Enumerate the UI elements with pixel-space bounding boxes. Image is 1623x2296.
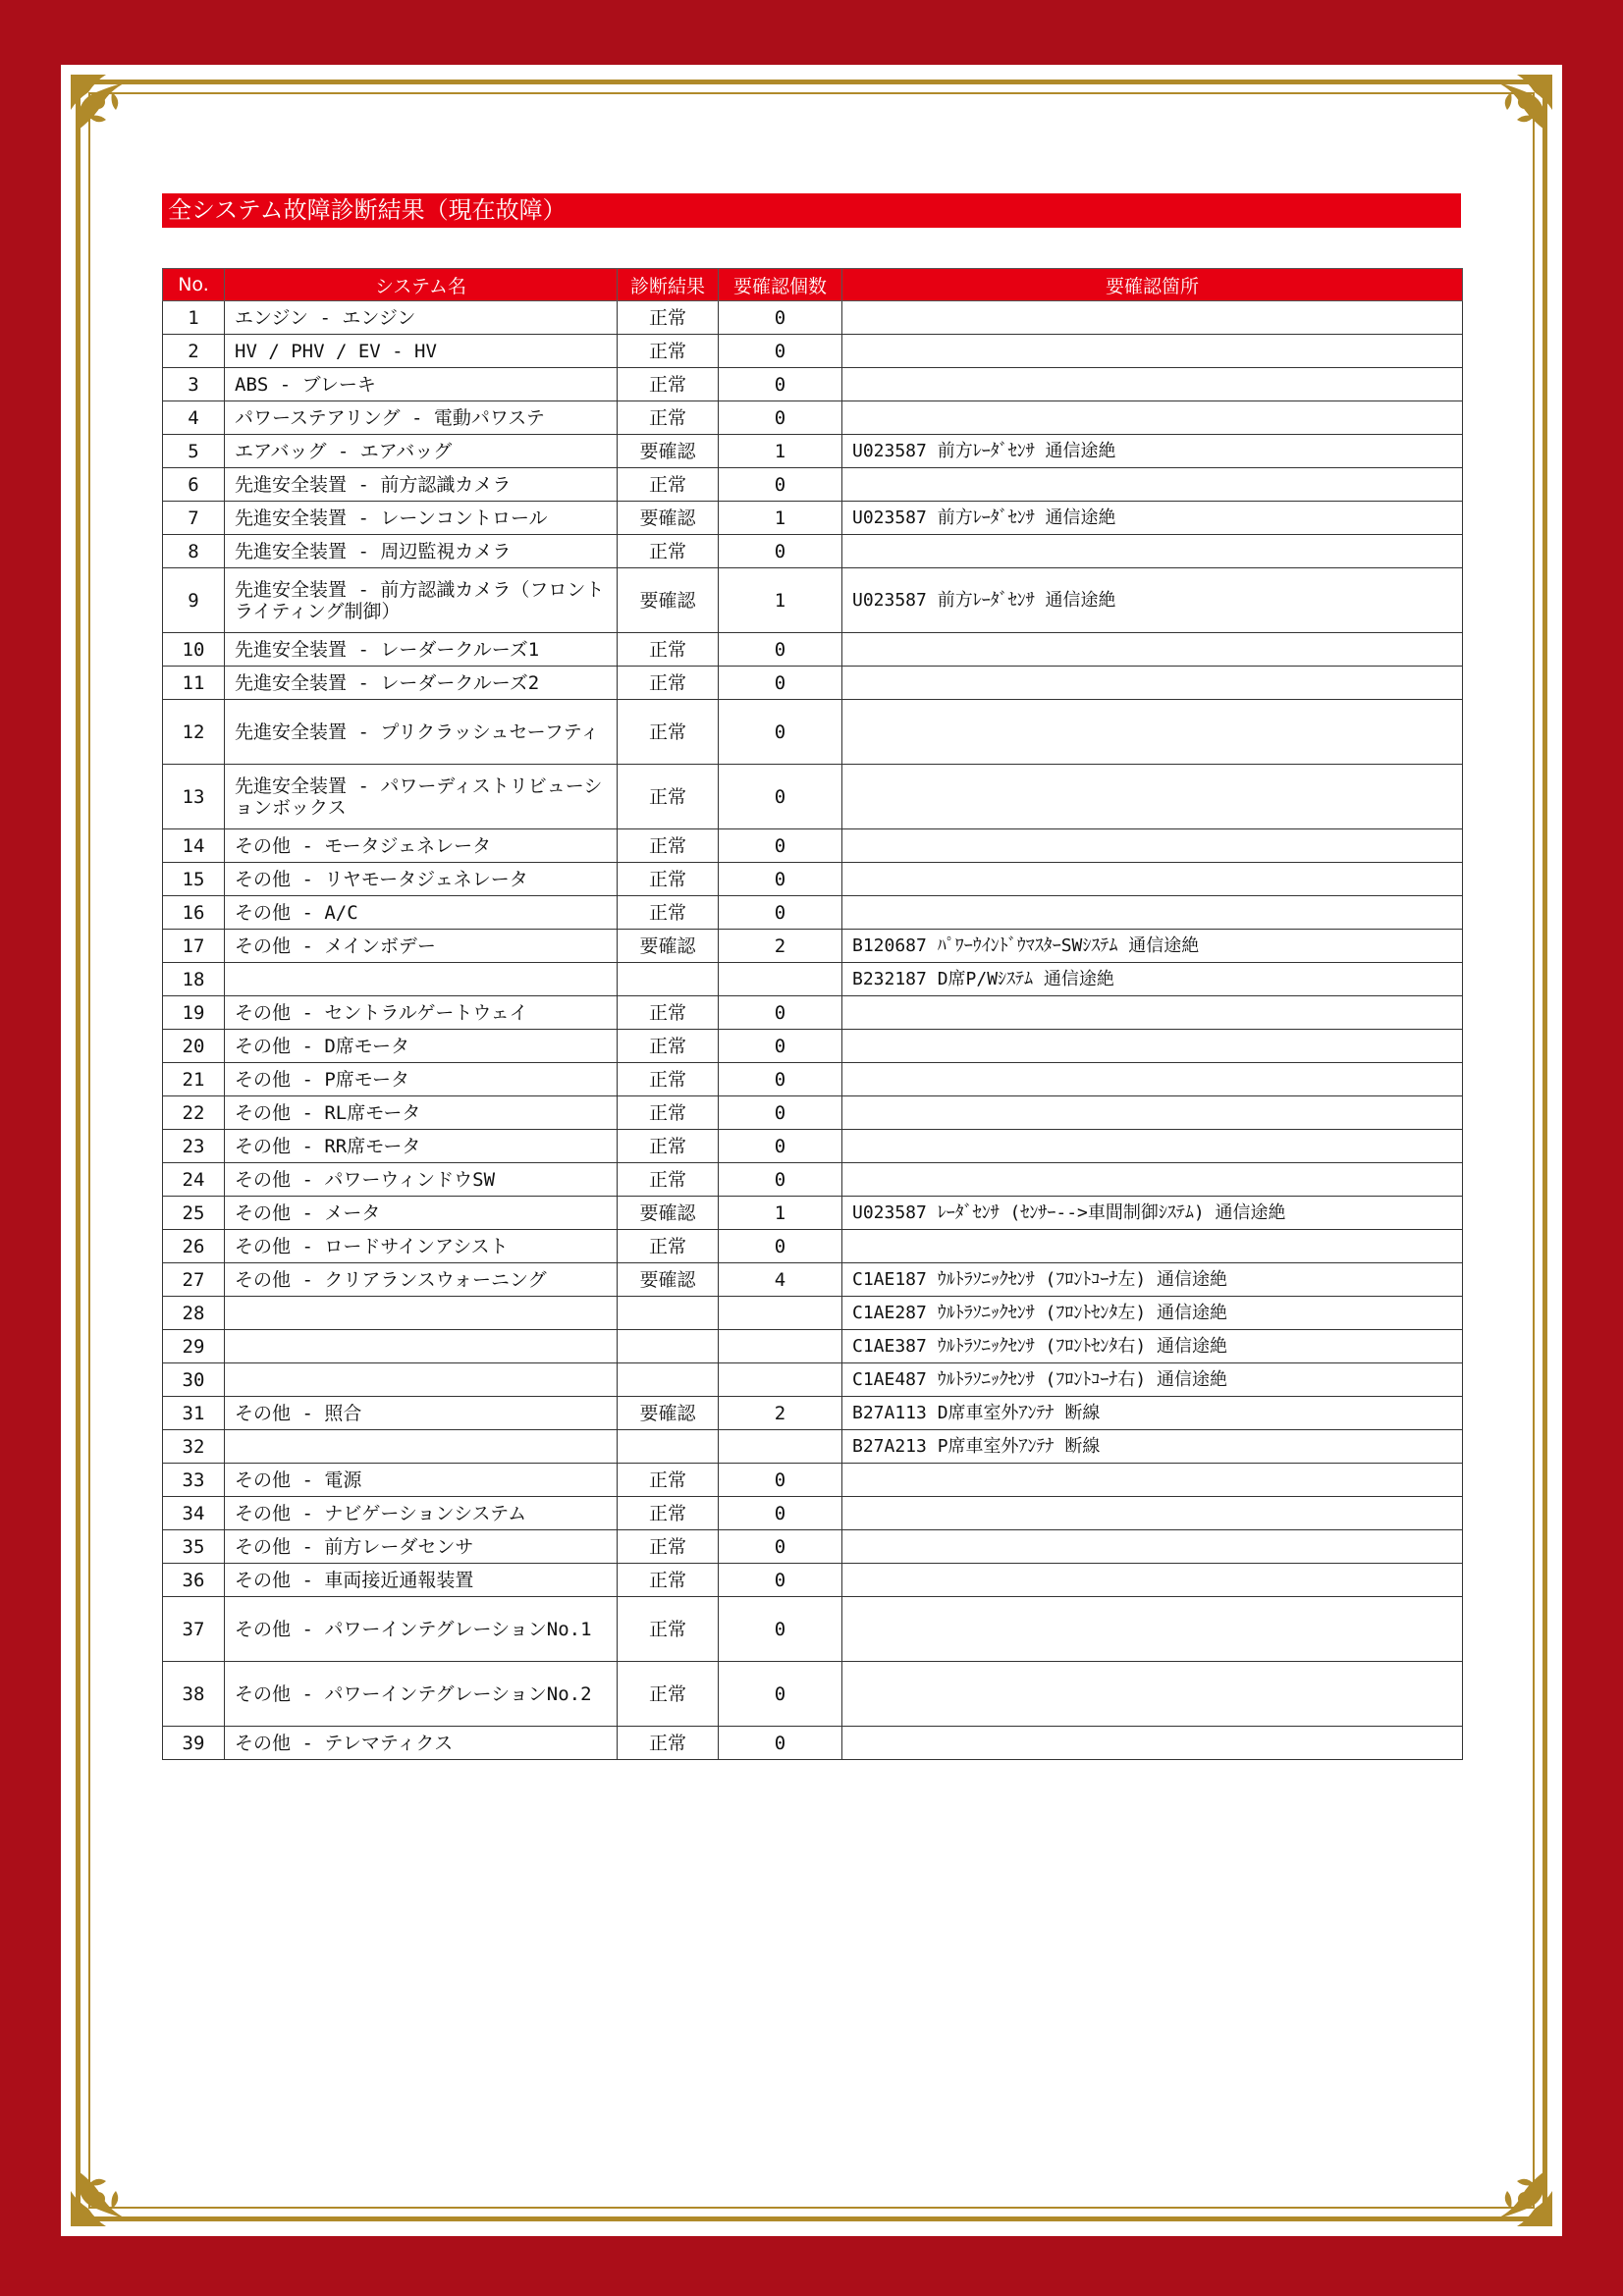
ornament-corner-icon	[67, 71, 151, 155]
cell-result: 正常	[618, 1230, 719, 1263]
cell-result: 正常	[618, 896, 719, 930]
cell-count	[719, 963, 842, 996]
cell-count	[719, 1363, 842, 1397]
cell-no: 31	[163, 1397, 225, 1430]
cell-no: 35	[163, 1530, 225, 1564]
cell-result: 正常	[618, 633, 719, 667]
cell-count: 0	[719, 996, 842, 1030]
table-body	[163, 301, 1463, 1760]
cell-no: 24	[163, 1163, 225, 1197]
cell-location	[842, 1564, 1463, 1597]
table-row	[163, 996, 1463, 1030]
cell-system: その他 - リヤモータジェネレータ	[225, 863, 618, 896]
cell-location	[842, 1230, 1463, 1263]
cell-system: その他 - クリアランスウォーニング	[225, 1263, 618, 1297]
cell-no: 5	[163, 435, 225, 468]
table-row	[163, 1263, 1463, 1297]
cell-system	[225, 963, 618, 996]
table-row	[163, 301, 1463, 335]
cell-count: 0	[719, 896, 842, 930]
cell-count: 0	[719, 1564, 842, 1597]
table-row	[163, 502, 1463, 535]
cell-no: 17	[163, 930, 225, 963]
cell-result: 正常	[618, 468, 719, 502]
cell-system: その他 - ナビゲーションシステム	[225, 1497, 618, 1530]
report-page	[61, 65, 1562, 2236]
cell-system: 先進安全装置 - プリクラッシュセーフティ	[225, 700, 618, 765]
cell-location	[842, 963, 1463, 996]
cell-location	[842, 435, 1463, 468]
table-row	[163, 930, 1463, 963]
cell-result: 要確認	[618, 1263, 719, 1297]
table-row	[163, 335, 1463, 368]
cell-no: 2	[163, 335, 225, 368]
cell-count: 0	[719, 863, 842, 896]
cell-count: 0	[719, 1163, 842, 1197]
cell-no: 9	[163, 568, 225, 633]
location-text: U023587 前方ﾚｰﾀﾞｾﾝｻ 通信途絶	[852, 440, 1116, 461]
cell-result: 正常	[618, 535, 719, 568]
cell-result: 正常	[618, 301, 719, 335]
cell-no: 11	[163, 667, 225, 700]
cell-result: 正常	[618, 1530, 719, 1564]
cell-no: 21	[163, 1063, 225, 1096]
cell-no: 7	[163, 502, 225, 535]
cell-location	[842, 1063, 1463, 1096]
cell-system: その他 - パワーインテグレーションNo.2	[225, 1662, 618, 1727]
table-row	[163, 963, 1463, 996]
cell-system: その他 - RL席モータ	[225, 1096, 618, 1130]
header-no: No.	[163, 269, 225, 301]
location-text: B232187 D席P/Wｼｽﾃﾑ 通信途絶	[852, 968, 1114, 989]
cell-location	[842, 667, 1463, 700]
cell-no: 1	[163, 301, 225, 335]
cell-no: 27	[163, 1263, 225, 1297]
ornament-corner-icon	[1472, 2146, 1556, 2230]
cell-no: 13	[163, 765, 225, 829]
cell-no: 3	[163, 368, 225, 401]
table-row	[163, 1530, 1463, 1564]
cell-system: 先進安全装置 - レーダークルーズ2	[225, 667, 618, 700]
table-row	[163, 1230, 1463, 1263]
table-row	[163, 1096, 1463, 1130]
cell-result: 正常	[618, 1096, 719, 1130]
cell-no: 26	[163, 1230, 225, 1263]
cell-system	[225, 1297, 618, 1330]
cell-location	[842, 1163, 1463, 1197]
cell-system	[225, 1430, 618, 1464]
cell-location	[842, 1530, 1463, 1564]
cell-result: 正常	[618, 765, 719, 829]
table-row	[163, 1330, 1463, 1363]
cell-count: 0	[719, 1597, 842, 1662]
cell-location	[842, 335, 1463, 368]
cell-location	[842, 1096, 1463, 1130]
cell-no: 25	[163, 1197, 225, 1230]
cell-location	[842, 1363, 1463, 1397]
cell-result: 正常	[618, 1597, 719, 1662]
cell-count: 1	[719, 435, 842, 468]
cell-count: 0	[719, 1497, 842, 1530]
table-row	[163, 535, 1463, 568]
table-row	[163, 1397, 1463, 1430]
cell-count	[719, 1297, 842, 1330]
cell-result: 正常	[618, 1564, 719, 1597]
cell-result: 正常	[618, 1727, 719, 1760]
cell-no: 33	[163, 1464, 225, 1497]
cell-no: 22	[163, 1096, 225, 1130]
cell-system: その他 - メータ	[225, 1197, 618, 1230]
table-row	[163, 667, 1463, 700]
table-row	[163, 1163, 1463, 1197]
cell-result	[618, 1330, 719, 1363]
cell-result	[618, 963, 719, 996]
cell-count: 0	[719, 468, 842, 502]
report-title: 全システム故障診断結果（現在故障）	[162, 193, 1461, 228]
cell-count: 0	[719, 700, 842, 765]
cell-system: 先進安全装置 - レーダークルーズ1	[225, 633, 618, 667]
table-row	[163, 1430, 1463, 1464]
table-row	[163, 401, 1463, 435]
table-row	[163, 568, 1463, 633]
cell-no: 29	[163, 1330, 225, 1363]
cell-result	[618, 1430, 719, 1464]
cell-location	[842, 765, 1463, 829]
cell-no: 37	[163, 1597, 225, 1662]
cell-result: 正常	[618, 368, 719, 401]
cell-location	[842, 1263, 1463, 1297]
header-location: 要確認箇所	[842, 269, 1463, 301]
cell-system: その他 - 前方レーダセンサ	[225, 1530, 618, 1564]
table-row	[163, 435, 1463, 468]
cell-no: 20	[163, 1030, 225, 1063]
cell-location	[842, 1464, 1463, 1497]
cell-location	[842, 633, 1463, 667]
table-header-row	[163, 269, 1463, 301]
cell-result: 正常	[618, 863, 719, 896]
cell-count: 0	[719, 1230, 842, 1263]
cell-count: 0	[719, 1530, 842, 1564]
cell-location	[842, 401, 1463, 435]
table-row	[163, 1564, 1463, 1597]
cell-count: 0	[719, 667, 842, 700]
table-row	[163, 863, 1463, 896]
cell-no: 14	[163, 829, 225, 863]
cell-location	[842, 1727, 1463, 1760]
ornament-corner-icon	[67, 2146, 151, 2230]
cell-count	[719, 1330, 842, 1363]
cell-location	[842, 700, 1463, 765]
cell-system: 先進安全装置 - レーンコントロール	[225, 502, 618, 535]
cell-no: 18	[163, 963, 225, 996]
location-text: C1AE287 ｳﾙﾄﾗｿﾆｯｸｾﾝｻ (ﾌﾛﾝﾄｾﾝﾀ左) 通信途絶	[852, 1302, 1228, 1323]
table-row	[163, 700, 1463, 765]
cell-location	[842, 301, 1463, 335]
cell-location	[842, 1297, 1463, 1330]
cell-location	[842, 829, 1463, 863]
cell-result: 要確認	[618, 502, 719, 535]
cell-location	[842, 1397, 1463, 1430]
cell-count: 0	[719, 633, 842, 667]
cell-count: 0	[719, 1096, 842, 1130]
location-text: B27A113 D席車室外ｱﾝﾃﾅ 断線	[852, 1402, 1101, 1423]
cell-count: 0	[719, 829, 842, 863]
cell-result	[618, 1297, 719, 1330]
location-text: U023587 前方ﾚｰﾀﾞｾﾝｻ 通信途絶	[852, 507, 1116, 528]
table-row	[163, 1297, 1463, 1330]
location-text: C1AE387 ｳﾙﾄﾗｿﾆｯｸｾﾝｻ (ﾌﾛﾝﾄｾﾝﾀ右) 通信途絶	[852, 1335, 1228, 1357]
cell-result: 正常	[618, 1130, 719, 1163]
cell-result: 正常	[618, 667, 719, 700]
location-text: U023587 ﾚｰﾀﾞｾﾝｻ (ｾﾝｻｰ-->車間制御ｼｽﾃﾑ) 通信途絶	[852, 1201, 1286, 1223]
cell-result: 正常	[618, 1163, 719, 1197]
cell-system: HV / PHV / EV - HV	[225, 335, 618, 368]
cell-system: その他 - テレマティクス	[225, 1727, 618, 1760]
cell-result: 正常	[618, 1662, 719, 1727]
cell-system: その他 - セントラルゲートウェイ	[225, 996, 618, 1030]
cell-location	[842, 502, 1463, 535]
cell-no: 32	[163, 1430, 225, 1464]
cell-count: 1	[719, 1197, 842, 1230]
cell-result: 要確認	[618, 1397, 719, 1430]
table-row	[163, 765, 1463, 829]
cell-location	[842, 568, 1463, 633]
cell-result: 正常	[618, 1497, 719, 1530]
cell-system: 先進安全装置 - 前方認識カメラ（フロントライティング制御）	[225, 568, 618, 633]
cell-no: 19	[163, 996, 225, 1030]
cell-no: 10	[163, 633, 225, 667]
cell-result: 正常	[618, 700, 719, 765]
cell-system: その他 - 電源	[225, 1464, 618, 1497]
cell-count: 0	[719, 1063, 842, 1096]
cell-count: 2	[719, 930, 842, 963]
cell-count: 0	[719, 1727, 842, 1760]
cell-result: 正常	[618, 1030, 719, 1063]
table-row	[163, 1497, 1463, 1530]
cell-count: 0	[719, 368, 842, 401]
location-text: B120687 ﾊﾟﾜｰｳｲﾝﾄﾞｳﾏｽﾀｰSWｼｽﾃﾑ 通信途絶	[852, 934, 1200, 956]
cell-location	[842, 1497, 1463, 1530]
table-row	[163, 1130, 1463, 1163]
table-row	[163, 468, 1463, 502]
location-text: C1AE487 ｳﾙﾄﾗｿﾆｯｸｾﾝｻ (ﾌﾛﾝﾄｺｰﾅ右) 通信途絶	[852, 1368, 1228, 1390]
cell-no: 23	[163, 1130, 225, 1163]
cell-count: 2	[719, 1397, 842, 1430]
cell-result: 要確認	[618, 930, 719, 963]
cell-location	[842, 996, 1463, 1030]
cell-system: その他 - 照合	[225, 1397, 618, 1430]
cell-system	[225, 1363, 618, 1397]
cell-location	[842, 1330, 1463, 1363]
cell-system: その他 - ロードサインアシスト	[225, 1230, 618, 1263]
cell-location	[842, 468, 1463, 502]
cell-system: その他 - モータジェネレータ	[225, 829, 618, 863]
table-row	[163, 1363, 1463, 1397]
cell-system: エンジン - エンジン	[225, 301, 618, 335]
cell-no: 36	[163, 1564, 225, 1597]
cell-no: 15	[163, 863, 225, 896]
table-row	[163, 829, 1463, 863]
cell-no: 8	[163, 535, 225, 568]
cell-system: その他 - 車両接近通報装置	[225, 1564, 618, 1597]
cell-no: 4	[163, 401, 225, 435]
cell-location	[842, 863, 1463, 896]
table-row	[163, 633, 1463, 667]
ornament-corner-icon	[1472, 71, 1556, 155]
cell-no: 28	[163, 1297, 225, 1330]
cell-location	[842, 1597, 1463, 1662]
table-row	[163, 1662, 1463, 1727]
cell-result: 要確認	[618, 568, 719, 633]
cell-result: 要確認	[618, 1197, 719, 1230]
cell-result: 正常	[618, 1464, 719, 1497]
diagnosis-table	[162, 268, 1463, 1760]
cell-count: 0	[719, 1464, 842, 1497]
cell-no: 30	[163, 1363, 225, 1397]
cell-system: その他 - D席モータ	[225, 1030, 618, 1063]
cell-count: 0	[719, 335, 842, 368]
table-row	[163, 1030, 1463, 1063]
cell-result: 正常	[618, 829, 719, 863]
cell-no: 39	[163, 1727, 225, 1760]
cell-result	[618, 1363, 719, 1397]
cell-result: 正常	[618, 1063, 719, 1096]
cell-location	[842, 535, 1463, 568]
cell-count: 0	[719, 765, 842, 829]
cell-system: パワーステアリング - 電動パワステ	[225, 401, 618, 435]
table-row	[163, 1597, 1463, 1662]
cell-location	[842, 1197, 1463, 1230]
cell-result: 正常	[618, 401, 719, 435]
table-row	[163, 368, 1463, 401]
header-count: 要確認個数	[719, 269, 842, 301]
cell-system: 先進安全装置 - 前方認識カメラ	[225, 468, 618, 502]
cell-count	[719, 1430, 842, 1464]
cell-location	[842, 930, 1463, 963]
cell-system: その他 - P席モータ	[225, 1063, 618, 1096]
cell-location	[842, 896, 1463, 930]
cell-no: 16	[163, 896, 225, 930]
table-row	[163, 1063, 1463, 1096]
cell-result: 正常	[618, 996, 719, 1030]
header-result: 診断結果	[618, 269, 719, 301]
cell-count: 1	[719, 502, 842, 535]
cell-no: 6	[163, 468, 225, 502]
cell-no: 38	[163, 1662, 225, 1727]
table-row	[163, 1197, 1463, 1230]
cell-system: その他 - パワーインテグレーションNo.1	[225, 1597, 618, 1662]
cell-system: エアバッグ - エアバッグ	[225, 435, 618, 468]
cell-count: 0	[719, 401, 842, 435]
cell-count: 4	[719, 1263, 842, 1297]
cell-result: 正常	[618, 335, 719, 368]
cell-count: 0	[719, 301, 842, 335]
cell-system: その他 - パワーウィンドウSW	[225, 1163, 618, 1197]
cell-location	[842, 368, 1463, 401]
cell-result: 要確認	[618, 435, 719, 468]
cell-system: 先進安全装置 - 周辺監視カメラ	[225, 535, 618, 568]
location-text: B27A213 P席車室外ｱﾝﾃﾅ 断線	[852, 1435, 1101, 1457]
cell-location	[842, 1030, 1463, 1063]
cell-location	[842, 1430, 1463, 1464]
cell-system	[225, 1330, 618, 1363]
cell-location	[842, 1662, 1463, 1727]
cell-system: その他 - メインボデー	[225, 930, 618, 963]
table-row	[163, 1727, 1463, 1760]
location-text: C1AE187 ｳﾙﾄﾗｿﾆｯｸｾﾝｻ (ﾌﾛﾝﾄｺｰﾅ左) 通信途絶	[852, 1268, 1228, 1290]
cell-count: 0	[719, 535, 842, 568]
cell-system: その他 - A/C	[225, 896, 618, 930]
cell-count: 0	[719, 1030, 842, 1063]
location-text: U023587 前方ﾚｰﾀﾞｾﾝｻ 通信途絶	[852, 589, 1116, 611]
cell-count: 1	[719, 568, 842, 633]
cell-no: 12	[163, 700, 225, 765]
cell-count: 0	[719, 1662, 842, 1727]
cell-system: その他 - RR席モータ	[225, 1130, 618, 1163]
cell-count: 0	[719, 1130, 842, 1163]
cell-system: 先進安全装置 - パワーディストリビューションボックス	[225, 765, 618, 829]
cell-location	[842, 1130, 1463, 1163]
cell-system: ABS - ブレーキ	[225, 368, 618, 401]
table-row	[163, 1464, 1463, 1497]
cell-no: 34	[163, 1497, 225, 1530]
header-system: システム名	[225, 269, 618, 301]
table-row	[163, 896, 1463, 930]
